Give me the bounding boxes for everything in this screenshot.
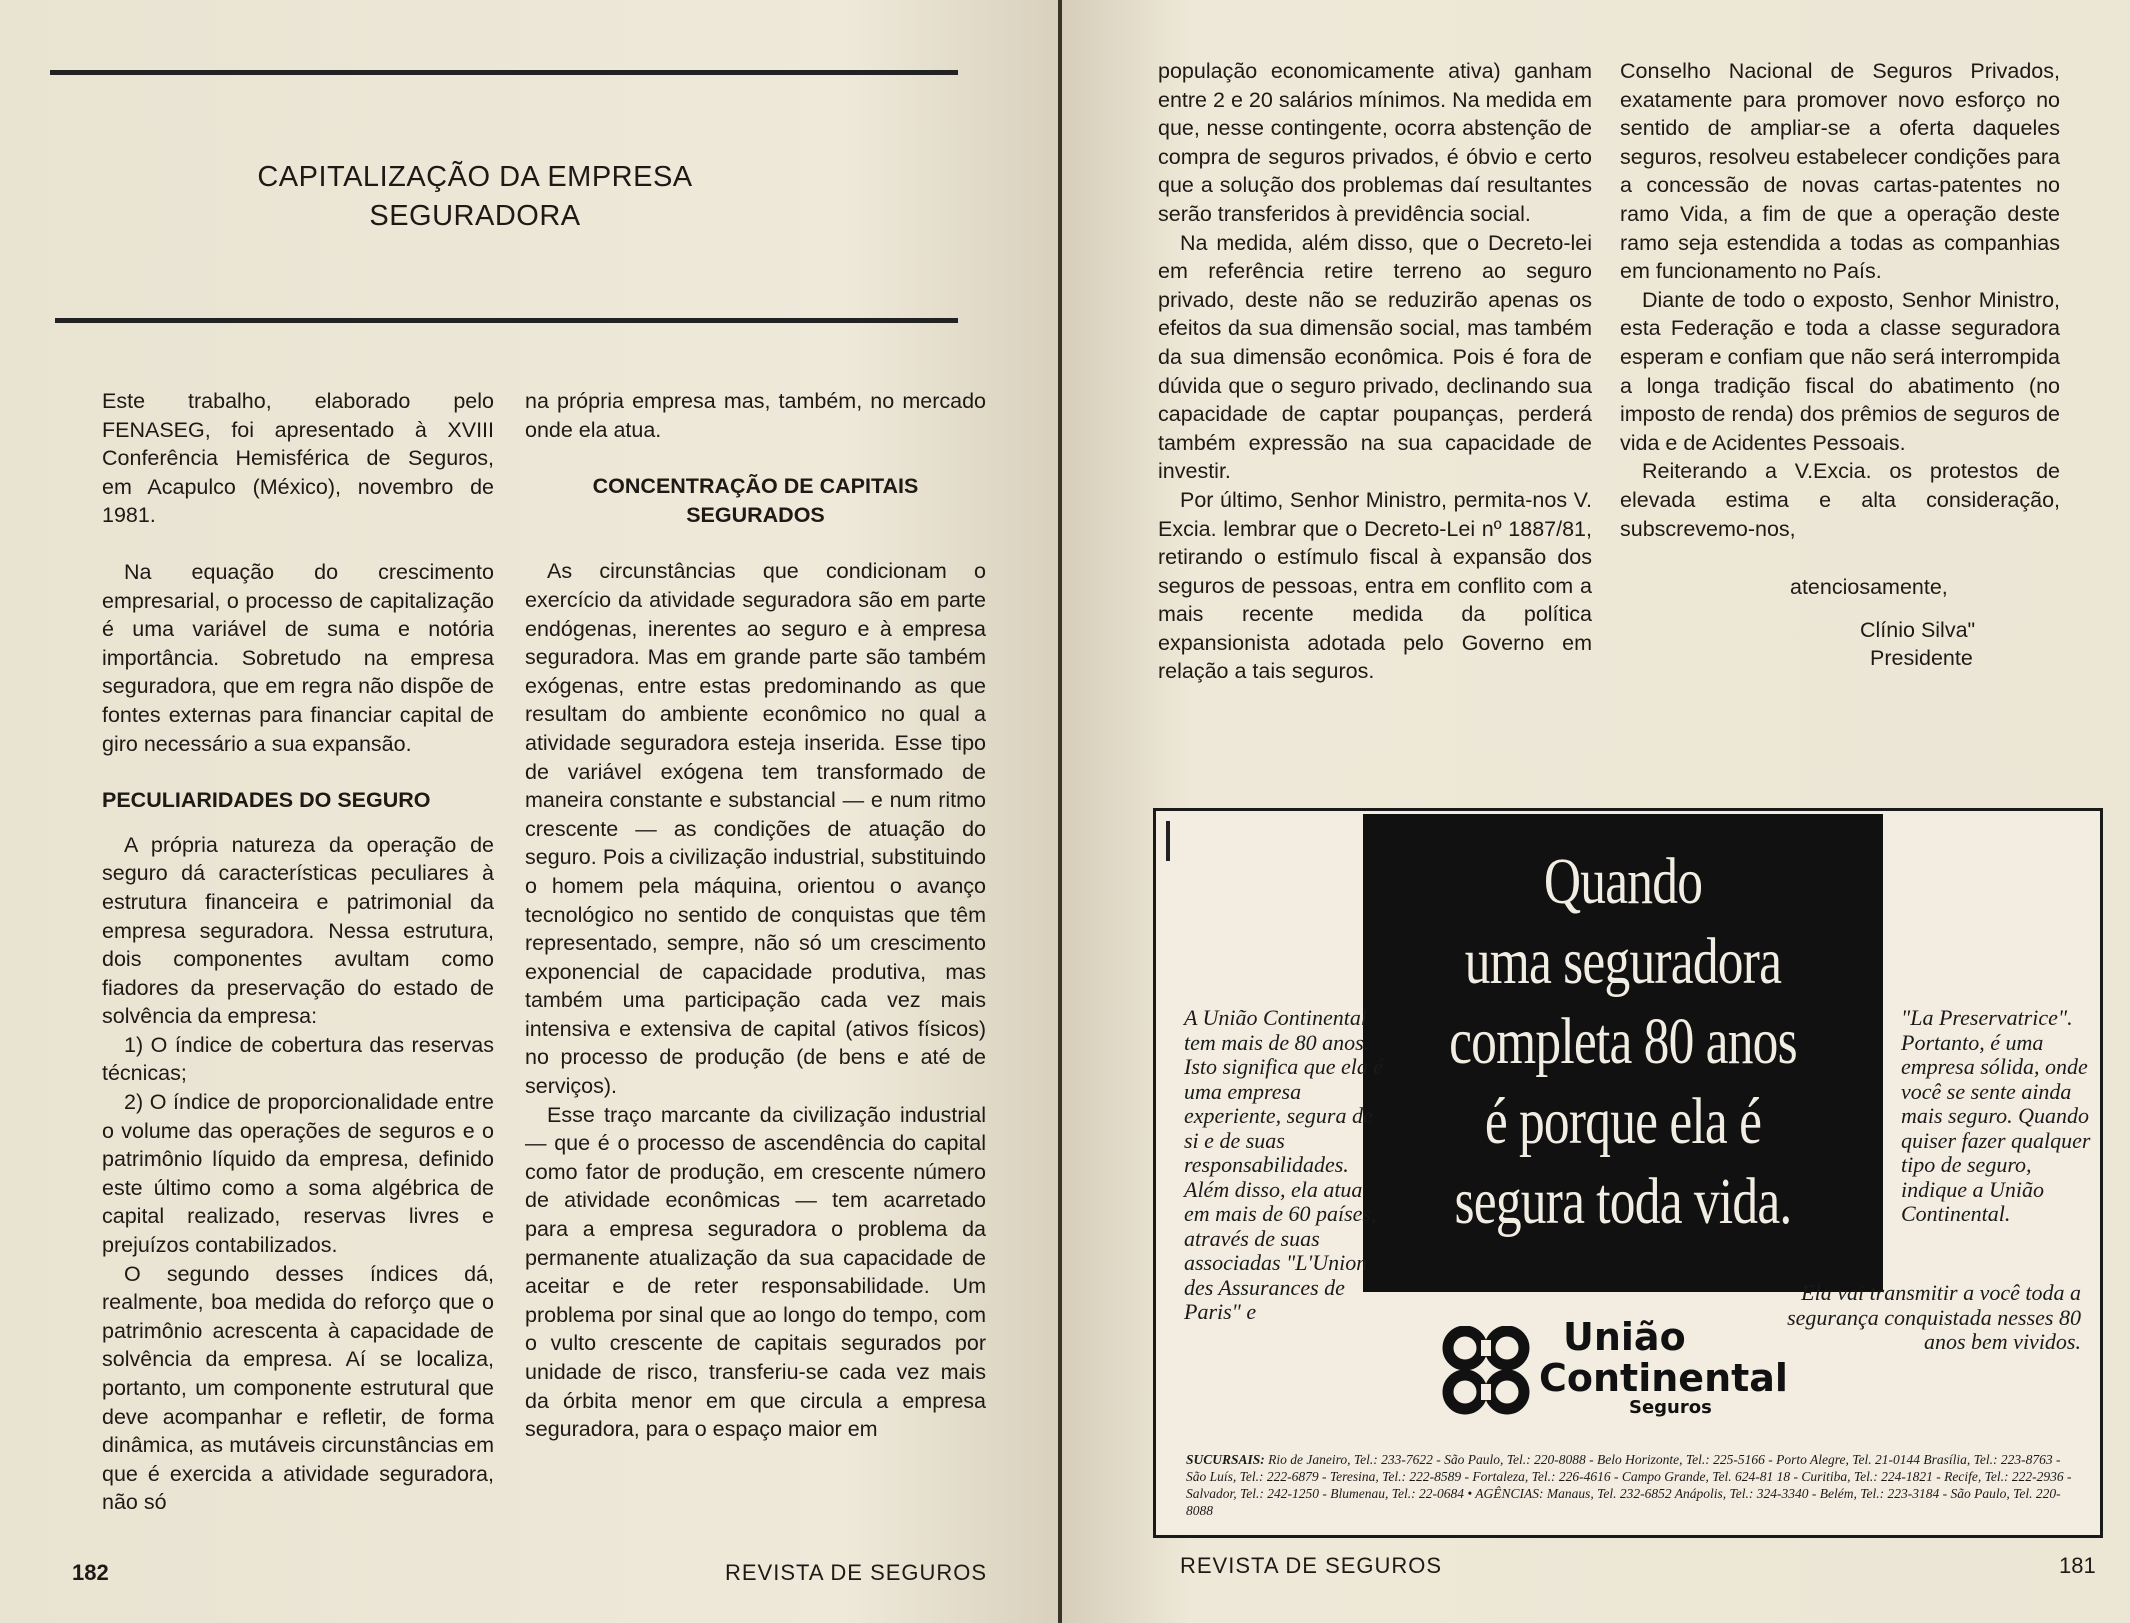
ad-left-copy: A União Continental tem mais de 80 anos. Isto significa que ela é uma empresa experiente, segura de si e de suas responsabilidades. Além disso, ela atua em mais de 60 países, através de suas associadas "L'Union des Assurances de Paris" e [1184,1005,1384,1324]
right-column-2 [1620,57,2060,673]
advertisement [1153,808,2103,1538]
ad-headline-line: completa 80 anos [1449,1005,1797,1078]
ad-side-mark [1166,821,1170,861]
paragraph: O segundo desses índices dá, realmente, boa medida do reforço que o patrimônio acrescenta à capacidade de solvência da empresa. Aí se localiza, portanto, um componente estrutural que deve acompanhar e refletir, de forma dinâmica, as mutáveis circunstâncias em que é exercida a atividade seguradora, não só [102,1261,494,1515]
paragraph: A própria natureza da operação de seguro dá características peculiares à estrutura financeira e patrimonial da empresa seguradora. Nessa estrutura, dois componentes avultam como fiadores da preservação do estado de solvência da empresa: [102,832,494,1029]
intro-note: Este trabalho, elaborado pelo FENASEG, foi apresentado à XVIII Conferência Hemisférica de Seguros, em Acapulco (México), novembro de 1981. [102,389,494,528]
brand-line-2: Continental [1539,1356,1788,1400]
ad-right-copy-bottom: Ela vai transmitir a você toda a segurança conquistada nesses 80 anos bem vividos. [1787,1280,2081,1354]
page-number-right: 181 [2059,1553,2096,1578]
ad-branch-list [1186,1451,2076,1519]
left-column-1 [102,387,494,1517]
signature-name: Clínio Silva" [1860,617,1976,642]
heading-line-2: SEGURADOS [686,502,825,527]
running-title-right: REVISTA DE SEGUROS [1180,1553,1443,1578]
right-column-1 [1158,57,1592,686]
ad-headline-line: Quando [1543,845,1703,918]
paragraph: Reiterando a V.Excia. os protestos de elevada estima e alta consideração, subscrevemo-nos, [1620,459,2060,541]
title-rule-bottom [55,318,958,323]
branches-text: Rio de Janeiro, Tel.: 233-7622 - São Paulo, Tel.: 220-8088 - Belo Horizonte, Tel.: 225-5166 - Porto Alegre, Tel. 21-0144 Brasília, Tel.: 223-8763 - São Luís, Tel.: 222-6879 - Teresina, Tel.: 222-8589 - Fortaleza, Tel.: 226-4616 - Campo Grande, Tel. 624-81 18 - Curitiba, Tel.: 224-1821 - Recife, Tel.: 222-2936 - Salvador, Tel.: 242-1250 - Blumenau, Tel.: 22-0684 • AGÊNCIAS: Manaus, Tel. 232-6852 Anápolis, Tel.: 324-3340 - Belém, Tel.: 223-3184 - São Paulo, Tel. 220-8088 [1186,1452,2072,1518]
uniao-continental-logo-icon [1441,1326,1531,1416]
left-column-2 [525,387,986,1444]
page-number-left: 182 [72,1560,109,1585]
ad-headline-panel [1363,814,1883,1292]
brand-line-1: União [1563,1315,1686,1359]
ad-headline-line: uma seguradora [1464,925,1782,998]
closing: atenciosamente, [1790,575,1948,600]
section-heading [525,472,986,529]
left-page [0,0,1058,1623]
ad-headline-line: é porque ela é [1484,1085,1762,1158]
signature-role: Presidente [1870,646,1973,671]
paragraph: Diante de todo o exposto, Senhor Ministro, esta Federação e toda a classe seguradora esperam e confiam que não será interrompida a longa tradição fiscal do abatimento (no imposto de renda) dos prêmios de seguros de vida e de Acidentes Pessoais. [1620,287,2060,455]
paragraph: Na equação do crescimento empresarial, o processo de capitalização é uma variável de suma e notória importância. Sobretudo na empresa seguradora, que em regra não dispõe de fontes externas para financiar capital de giro necessário a sua expansão. [102,559,494,756]
paragraph: Conselho Nacional de Seguros Privados, exatamente para promover novo esforço no sentido de ampliar-se a oferta daqueles seguros, resolveu estabelecer condições para a concessão de novas cartas-patentes no ramo Vida, a fim de que a operação deste ramo seja estendida a todas as companhias em funcionamento no País. [1620,59,2060,284]
paragraph: Por último, Senhor Ministro, permita-nos V. Excia. lembrar que o Decreto-Lei nº 1887/81, retirando o estímulo fiscal à expansão dos seguros de pessoas, entra em conflito com a mais recente medida da política expansionista adotada pelo Governo em relação a tais seguros. [1158,487,1592,684]
paragraph: Na medida, além disso, que o Decreto-lei em referência retire terreno ao seguro privado, deste não se reduzirão apenas os efeitos da sua dimensão social, mas também da sua dimensão econômica. Pois é fora de dúvida que o seguro privado, declinando sua capacidade de captar poupanças, perderá também expressão na sua capacidade de investir. [1158,230,1592,484]
running-title-left: REVISTA DE SEGUROS [725,1560,988,1585]
ad-headline-line: segura toda vida. [1454,1165,1792,1238]
paragraph: na própria empresa mas, também, no mercado onde ela atua. [525,389,986,442]
ad-headline [1420,842,1826,1242]
branches-label: SUCURSAIS: [1186,1452,1265,1467]
paragraph: 1) O índice de cobertura das reservas técnicas; [102,1032,494,1086]
title-line-2: SEGURADORA [369,200,581,232]
article-title [150,158,800,236]
paragraph: As circunstâncias que condicionam o exercício da atividade seguradora são em parte endógenas, inerentes ao seguro e à empresa seguradora. Mas em grande parte são também exógenas, entre estas predominando as que resultam do ambiente econômico no qual a atividade seguradora esteja inserida. Esse tipo de variável exógena tem transformado de maneira constante e substancial — e num ritmo crescente — as condições de atuação do seguro. Pois a civilização industrial, substituindo o homem pela máquina, orientou o avanço tecnológico no sentido de conquistas que têm representado, sempre, não só um crescimento exponencial de capacidade produtiva, mas também uma participação cada vez mais intensiva e extensiva de capital (ativos físicos) no processo de produção (de bens e até de serviços). [525,559,986,1099]
brand-line-3: Seguros [1629,1397,1712,1418]
paragraph: 2) O índice de proporcionalidade entre o volume das operações de seguros e o patrimônio líquido da empresa, definido este último como a soma algébrica de capital realizado, reservas livres e prejuízos contabilizados. [102,1090,494,1258]
section-heading: PECULIARIDADES DO SEGURO [102,788,431,813]
heading-line-1: CONCENTRAÇÃO DE CAPITAIS [592,474,919,499]
ad-brand [1539,1316,1788,1418]
paragraph: Esse traço marcante da civilização industrial — que é o processo de ascendência do capital como fator de produção, em crescente número de atividade econômicas — tem acarretado para a empresa seguradora o problema da permanente atualização da sua capacidade de aceitar e de reter responsabilidade. Um problema por sinal que ao longo do tempo, com o vulto crescente de capitais segurados por unidade de risco, transferiu-se cada vez mais da órbita menor em que circula a empresa seguradora, para o espaço maior em [525,1102,986,1442]
paragraph: população economicamente ativa) ganham entre 2 e 20 salários mínimos. Na medida em que, nesse contingente, ocorra abstenção de compra de seguros privados, é óbvio e certo que a solução dos problemas daí resultantes serão transferidos à previdência social. [1158,59,1592,226]
ad-right-copy: "La Preservatrice". Portanto, é uma empresa sólida, onde você se sente ainda mais seguro. Quando quiser fazer qualquer tipo de seguro, indique a União Continental. [1901,1005,2091,1226]
title-rule-top [50,70,958,75]
title-line-1: CAPITALIZAÇÃO DA EMPRESA [257,161,693,193]
